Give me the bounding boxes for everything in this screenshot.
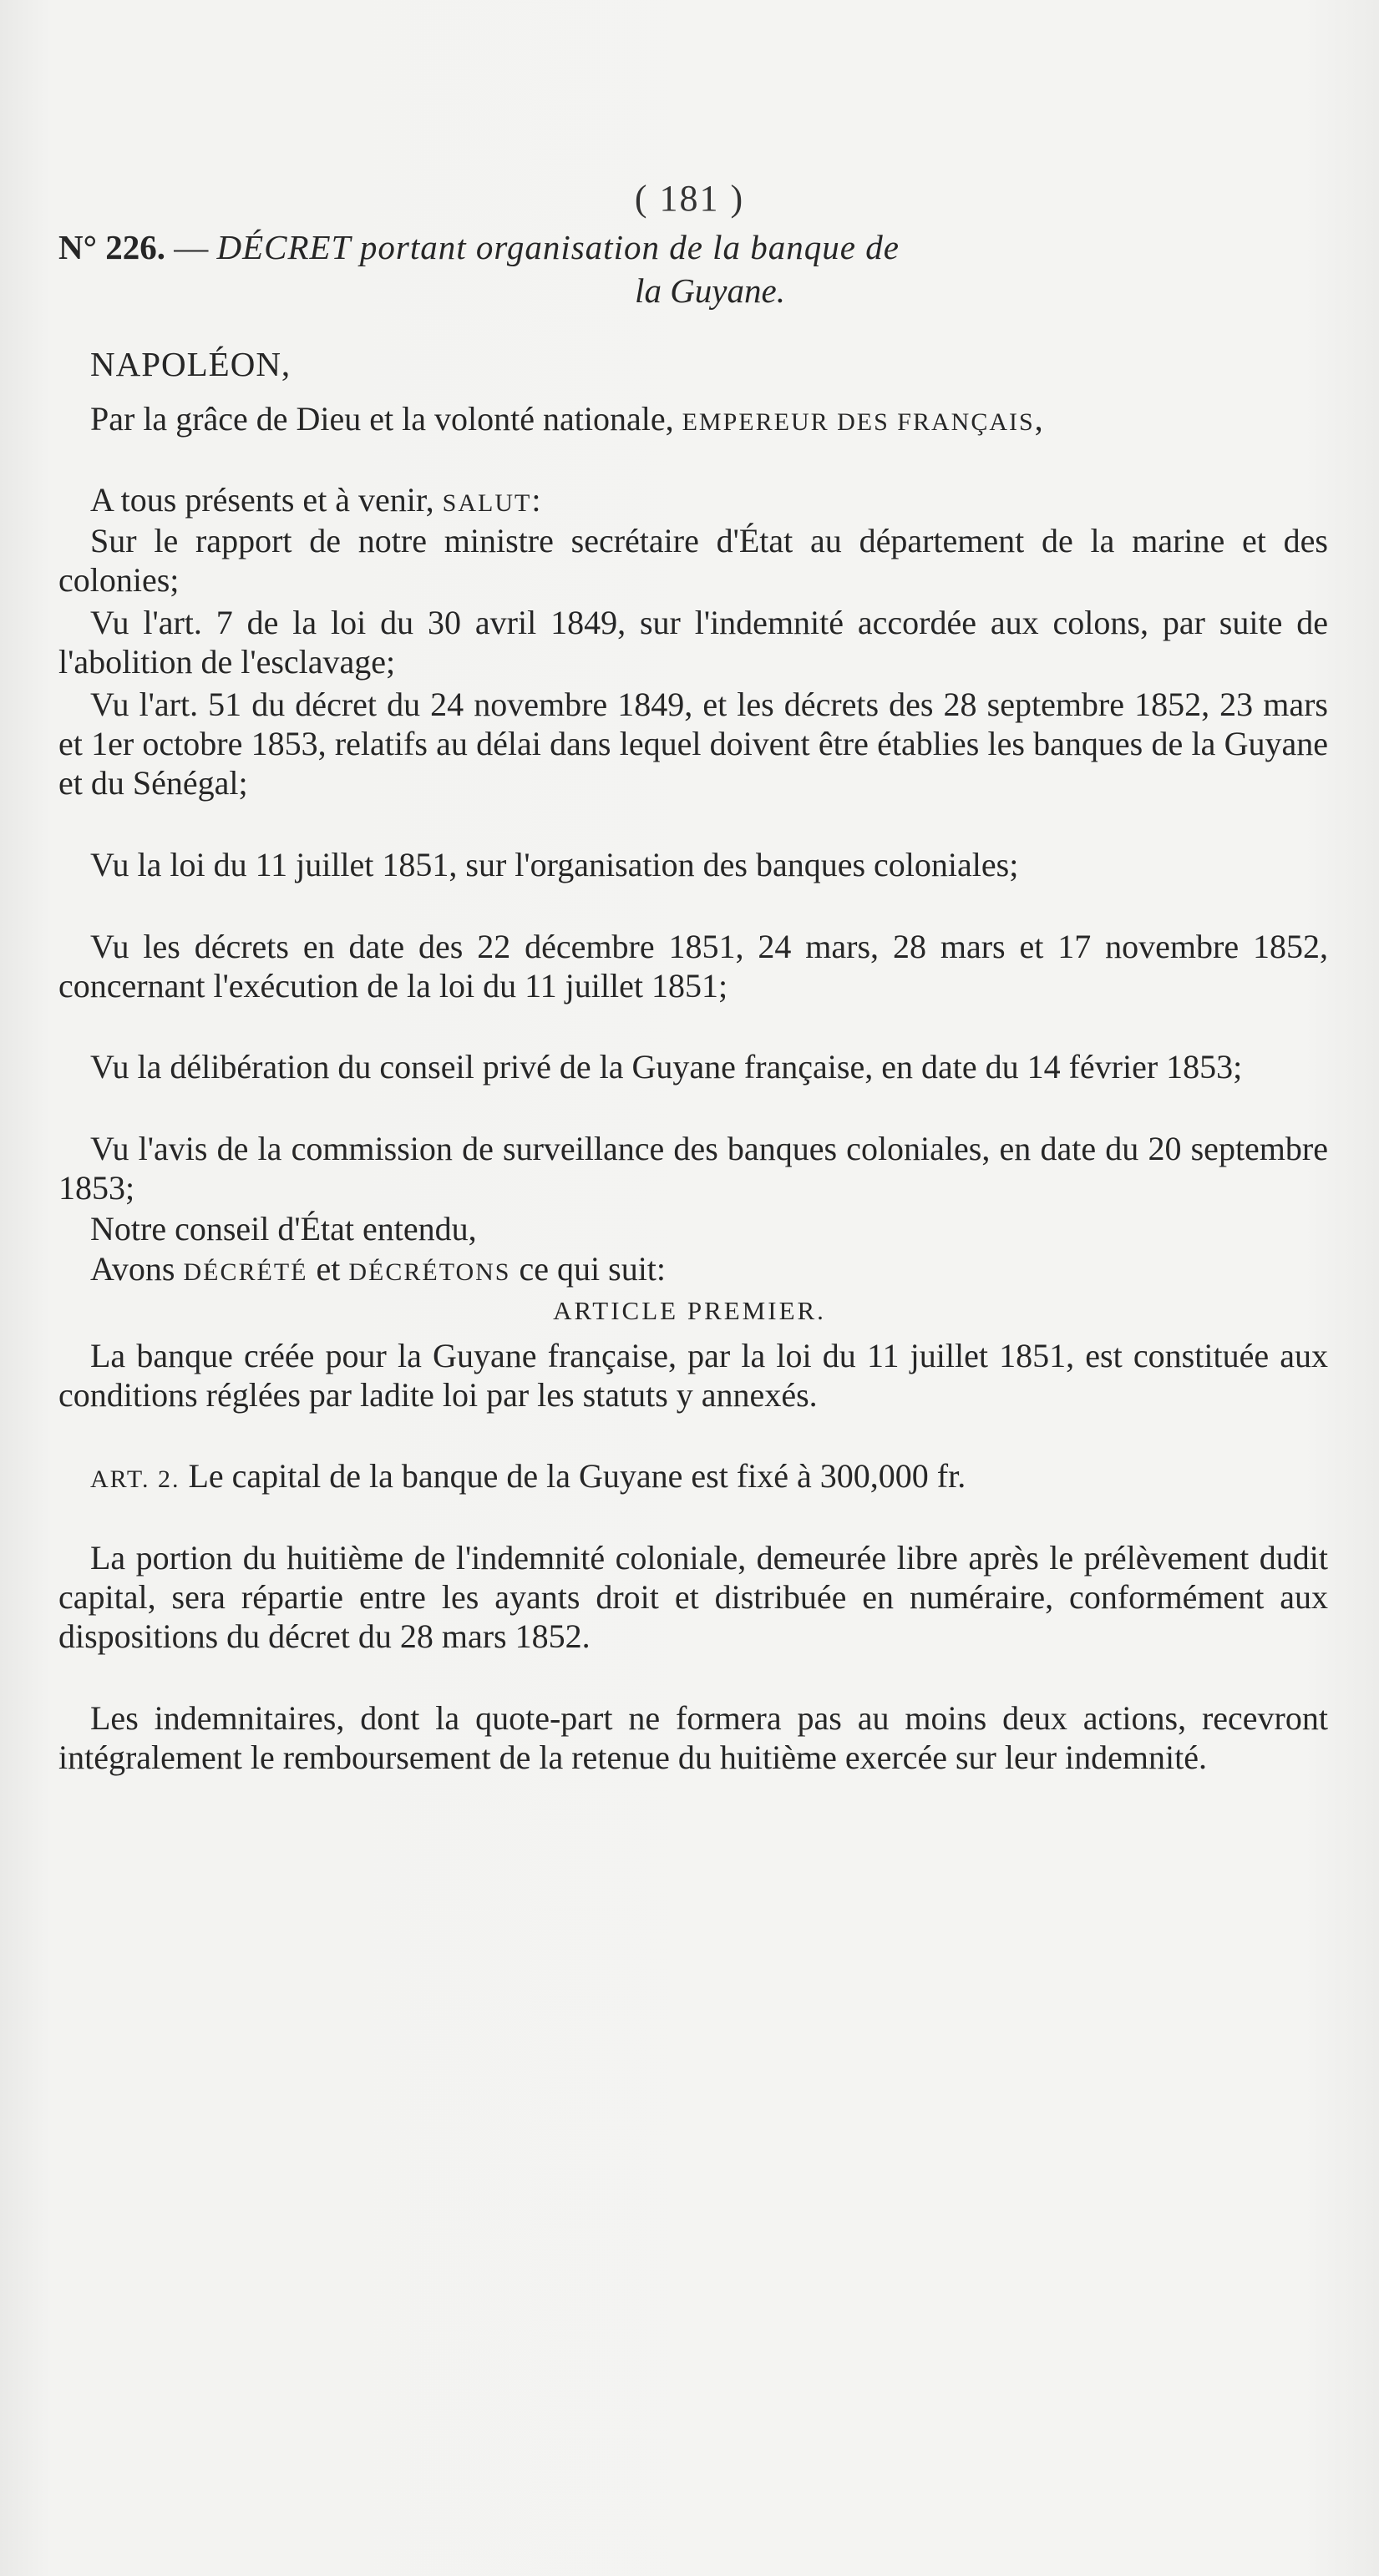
paragraph-vu-avis: Vu l'avis de la commission de surveillance des banques coloniales, en date du 20 septembre 1853; — [58, 1130, 1328, 1207]
paragraph-grace — [58, 399, 1328, 442]
paragraph-avons-decrete — [58, 1249, 1328, 1292]
et-text: et — [307, 1250, 349, 1288]
decree-title-line2: la Guyane. — [635, 271, 785, 310]
grace-text: Par la grâce de Dieu et la volonté nationale, — [90, 400, 682, 438]
paragraph-vu-decrets-1851: Vu les décrets en date des 22 décembre 1851, 24 mars, 28 mars et 17 novembre 1852, concernant l'exécution de la loi du 11 juillet 1851; — [58, 928, 1328, 1005]
paragraph-conseil: Notre conseil d'État entendu, — [90, 1210, 477, 1248]
decree-title-line1: DÉCRET portant organisation de la banque de — [216, 228, 900, 266]
article-premier-title: ARTICLE PREMIER. — [553, 1296, 826, 1325]
article-2-text — [58, 1456, 1328, 1499]
page-number: ( 181 ) — [634, 178, 745, 219]
decree-number: N° 226. — [58, 228, 166, 266]
article-2-body: Le capital de la banque de la Guyane est fixé à 300,000 fr. — [180, 1457, 966, 1495]
emperor-name: NAPOLÉON, — [90, 345, 292, 383]
article-4-text: Les indemnitaires, dont la quote-part ne formera pas au moins deux actions, recevront intégralement le remboursement de la retenue du huitième exercée sur leur indemnité. — [58, 1699, 1328, 1776]
article-2-label: ART. 2. — [90, 1465, 180, 1493]
salutation-end: : — [531, 481, 541, 519]
emperor-title: EMPEREUR DES FRANÇAIS — [682, 408, 1035, 436]
decretons-word: DÉCRÉTONS — [348, 1258, 511, 1286]
paragraph-rapport: Sur le rapport de notre ministre secrétaire d'État au département de la marine et des colonies; — [58, 522, 1328, 599]
grace-end: , — [1034, 400, 1043, 438]
suit-text: ce qui suit: — [510, 1250, 667, 1288]
heading-dash: — — [174, 228, 209, 266]
article-3-text: La portion du huitième de l'indemnité coloniale, demeurée libre après le prélèvement dudit capital, sera répartie entre les ayants droit et distribuée en numéraire, conformément aux dispositions du décret du 28 mars 1852. — [58, 1539, 1328, 1655]
decree-heading — [58, 225, 1328, 312]
paragraph-vu-decret-1849: Vu l'art. 51 du décret du 24 novembre 1849, et les décrets des 28 septembre 1852, 23 mars et 1er octobre 1853, relatifs au délai dans lequel doivent être établies les banques de la Guyane et du Sénégal; — [58, 686, 1328, 802]
salutation-text: A tous présents et à venir, — [90, 481, 443, 519]
paragraph-vu-deliberation: Vu la délibération du conseil privé de la Guyane française, en date du 14 février 1853; — [90, 1048, 1243, 1086]
paragraph-vu-loi-1851: Vu la loi du 11 juillet 1851, sur l'organisation des banques coloniales; — [90, 846, 1019, 883]
salut-word: SALUT — [442, 489, 532, 517]
avons-text: Avons — [90, 1250, 184, 1288]
paragraph-salutation — [58, 480, 1328, 523]
paragraph-vu-loi-1849: Vu l'art. 7 de la loi du 30 avril 1849, sur l'indemnité accordée aux colons, par suite de l'abolition de l'esclavage; — [58, 604, 1328, 681]
article-1-text: La banque créée pour la Guyane française, par la loi du 11 juillet 1851, est constituée aux conditions réglées par ladite loi par les statuts y annexés. — [58, 1337, 1328, 1414]
decrete-word: DÉCRÉTÉ — [183, 1258, 308, 1286]
